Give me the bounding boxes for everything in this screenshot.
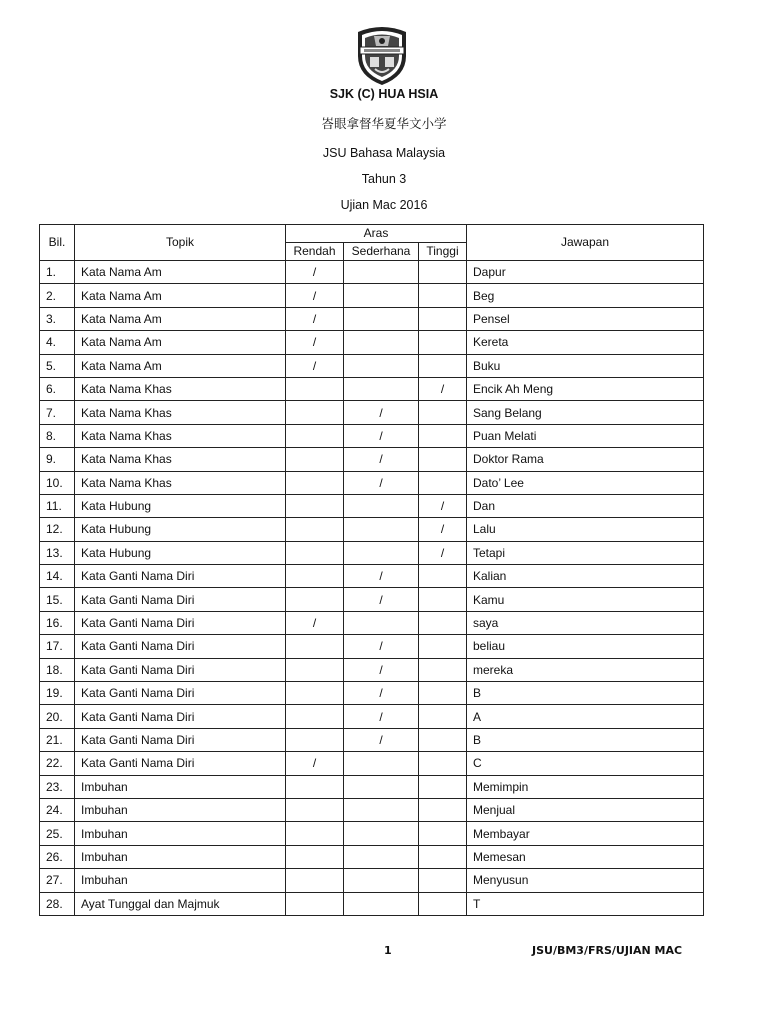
table-row <box>40 752 704 775</box>
cell-rendah <box>286 588 344 611</box>
cell-bil: 21. <box>40 728 75 751</box>
cell-bil: 23. <box>40 775 75 798</box>
cell-rendah: / <box>286 331 344 354</box>
cell-bil: 17. <box>40 635 75 658</box>
school-name: SJK (C) HUA HSIA <box>329 87 439 101</box>
cell-tinggi <box>419 892 467 915</box>
cell-jawapan: Beg <box>467 284 704 307</box>
cell-rendah <box>286 401 344 424</box>
table-row <box>40 775 704 798</box>
cell-bil: 13. <box>40 541 75 564</box>
cell-topik: Kata Nama Khas <box>75 471 286 494</box>
header-jawapan: Jawapan <box>467 225 704 261</box>
table-row <box>40 635 704 658</box>
cell-tinggi <box>419 658 467 681</box>
cell-tinggi <box>419 284 467 307</box>
cell-sederhana <box>344 869 419 892</box>
cell-rendah <box>286 471 344 494</box>
cell-jawapan: Kereta <box>467 331 704 354</box>
cell-topik: Imbuhan <box>75 798 286 821</box>
cell-rendah <box>286 682 344 705</box>
cell-topik: Kata Nama Am <box>75 307 286 330</box>
table-row <box>40 682 704 705</box>
cell-bil: 25. <box>40 822 75 845</box>
cell-jawapan: Lalu <box>467 518 704 541</box>
cell-jawapan: Dapur <box>467 261 704 284</box>
table-row <box>40 494 704 517</box>
cell-sederhana: / <box>344 635 419 658</box>
cell-tinggi <box>419 845 467 868</box>
cell-rendah <box>286 424 344 447</box>
cell-sederhana: / <box>344 682 419 705</box>
cell-bil: 9. <box>40 448 75 471</box>
cell-topik: Kata Nama Khas <box>75 424 286 447</box>
cell-topik: Kata Nama Am <box>75 354 286 377</box>
table-row <box>40 354 704 377</box>
cell-jawapan: mereka <box>467 658 704 681</box>
cell-jawapan: Memesan <box>467 845 704 868</box>
cell-topik: Kata Ganti Nama Diri <box>75 588 286 611</box>
cell-bil: 27. <box>40 869 75 892</box>
cell-topik: Kata Ganti Nama Diri <box>75 611 286 634</box>
cell-sederhana: / <box>344 728 419 751</box>
cell-topik: Kata Hubung <box>75 518 286 541</box>
table-row <box>40 307 704 330</box>
cell-tinggi <box>419 728 467 751</box>
cell-bil: 5. <box>40 354 75 377</box>
cell-jawapan: C <box>467 752 704 775</box>
cell-bil: 11. <box>40 494 75 517</box>
cell-tinggi <box>419 307 467 330</box>
cell-rendah: / <box>286 752 344 775</box>
cell-tinggi <box>419 869 467 892</box>
cell-tinggi: / <box>419 518 467 541</box>
cell-jawapan: T <box>467 892 704 915</box>
cell-tinggi <box>419 635 467 658</box>
cell-sederhana <box>344 752 419 775</box>
subject-title: JSU Bahasa Malaysia <box>322 146 446 160</box>
cell-rendah <box>286 565 344 588</box>
cell-rendah <box>286 822 344 845</box>
table-row <box>40 541 704 564</box>
cell-rendah <box>286 494 344 517</box>
cell-sederhana <box>344 845 419 868</box>
cell-jawapan: Menjual <box>467 798 704 821</box>
cell-sederhana <box>344 284 419 307</box>
table-row <box>40 705 704 728</box>
jsu-table <box>39 224 704 916</box>
cell-tinggi <box>419 401 467 424</box>
cell-sederhana: / <box>344 658 419 681</box>
cell-topik: Kata Nama Am <box>75 261 286 284</box>
cell-bil: 15. <box>40 588 75 611</box>
cell-tinggi <box>419 424 467 447</box>
cell-tinggi <box>419 565 467 588</box>
cell-sederhana: / <box>344 424 419 447</box>
cell-sederhana <box>344 377 419 400</box>
cell-rendah <box>286 869 344 892</box>
table-row <box>40 518 704 541</box>
table-row <box>40 261 704 284</box>
cell-tinggi: / <box>419 494 467 517</box>
cell-tinggi <box>419 822 467 845</box>
cell-topik: Kata Hubung <box>75 494 286 517</box>
header-bil: Bil. <box>40 225 75 261</box>
table-row <box>40 822 704 845</box>
cell-bil: 12. <box>40 518 75 541</box>
header-sederhana: Sederhana <box>344 243 419 261</box>
cell-jawapan: Buku <box>467 354 704 377</box>
cell-tinggi <box>419 354 467 377</box>
cell-bil: 2. <box>40 284 75 307</box>
table-row <box>40 869 704 892</box>
cell-sederhana: / <box>344 471 419 494</box>
cell-bil: 10. <box>40 471 75 494</box>
cell-tinggi <box>419 448 467 471</box>
cell-jawapan: beliau <box>467 635 704 658</box>
cell-topik: Ayat Tunggal dan Majmuk <box>75 892 286 915</box>
cell-rendah <box>286 892 344 915</box>
cell-sederhana: / <box>344 401 419 424</box>
cell-rendah: / <box>286 354 344 377</box>
cell-sederhana <box>344 354 419 377</box>
table-row <box>40 845 704 868</box>
cell-rendah <box>286 845 344 868</box>
cell-jawapan: Tetapi <box>467 541 704 564</box>
cell-bil: 19. <box>40 682 75 705</box>
header-tinggi: Tinggi <box>419 243 467 261</box>
cell-sederhana: / <box>344 588 419 611</box>
cell-bil: 24. <box>40 798 75 821</box>
cell-rendah <box>286 705 344 728</box>
cell-sederhana <box>344 892 419 915</box>
cell-bil: 18. <box>40 658 75 681</box>
cell-tinggi <box>419 705 467 728</box>
cell-jawapan: Doktor Rama <box>467 448 704 471</box>
cell-topik: Imbuhan <box>75 775 286 798</box>
table-row <box>40 892 704 915</box>
cell-sederhana: / <box>344 705 419 728</box>
cell-sederhana: / <box>344 448 419 471</box>
cell-jawapan: Dato’ Lee <box>467 471 704 494</box>
cell-bil: 14. <box>40 565 75 588</box>
cell-jawapan: Dan <box>467 494 704 517</box>
table-row <box>40 565 704 588</box>
header-aras: Aras <box>286 225 467 243</box>
table-row <box>40 611 704 634</box>
cell-jawapan: saya <box>467 611 704 634</box>
cell-topik: Kata Ganti Nama Diri <box>75 728 286 751</box>
cell-rendah <box>286 635 344 658</box>
cell-sederhana: / <box>344 565 419 588</box>
cell-tinggi <box>419 261 467 284</box>
cell-topik: Imbuhan <box>75 822 286 845</box>
cell-bil: 28. <box>40 892 75 915</box>
table-row <box>40 728 704 751</box>
table-row <box>40 448 704 471</box>
table-row <box>40 331 704 354</box>
cell-bil: 7. <box>40 401 75 424</box>
cell-topik: Kata Ganti Nama Diri <box>75 752 286 775</box>
cell-topik: Kata Nama Am <box>75 331 286 354</box>
cell-rendah: / <box>286 307 344 330</box>
table-row <box>40 798 704 821</box>
school-chinese-name: 峇眼拿督华夏华文小学 <box>321 116 447 131</box>
cell-bil: 26. <box>40 845 75 868</box>
cell-tinggi: / <box>419 541 467 564</box>
school-crest-icon <box>350 22 414 86</box>
cell-topik: Kata Ganti Nama Diri <box>75 635 286 658</box>
cell-tinggi <box>419 798 467 821</box>
cell-rendah <box>286 448 344 471</box>
cell-topik: Kata Ganti Nama Diri <box>75 658 286 681</box>
cell-sederhana <box>344 611 419 634</box>
cell-tinggi <box>419 588 467 611</box>
table-row <box>40 471 704 494</box>
cell-sederhana <box>344 775 419 798</box>
cell-jawapan: A <box>467 705 704 728</box>
cell-sederhana <box>344 518 419 541</box>
cell-topik: Kata Nama Khas <box>75 377 286 400</box>
cell-jawapan: B <box>467 682 704 705</box>
cell-rendah: / <box>286 261 344 284</box>
cell-topik: Kata Nama Khas <box>75 448 286 471</box>
cell-tinggi <box>419 775 467 798</box>
cell-rendah <box>286 798 344 821</box>
cell-topik: Kata Ganti Nama Diri <box>75 682 286 705</box>
cell-bil: 6. <box>40 377 75 400</box>
header-rendah: Rendah <box>286 243 344 261</box>
cell-topik: Kata Ganti Nama Diri <box>75 565 286 588</box>
cell-bil: 1. <box>40 261 75 284</box>
page-number: 1 <box>384 944 392 957</box>
cell-topik: Imbuhan <box>75 845 286 868</box>
cell-sederhana <box>344 331 419 354</box>
table-row <box>40 377 704 400</box>
cell-tinggi <box>419 611 467 634</box>
year-label: Tahun 3 <box>361 172 407 186</box>
cell-tinggi <box>419 752 467 775</box>
cell-tinggi <box>419 682 467 705</box>
cell-tinggi <box>419 331 467 354</box>
cell-rendah: / <box>286 611 344 634</box>
cell-jawapan: Encik Ah Meng <box>467 377 704 400</box>
cell-jawapan: Menyusun <box>467 869 704 892</box>
cell-topik: Imbuhan <box>75 869 286 892</box>
cell-jawapan: Membayar <box>467 822 704 845</box>
cell-sederhana <box>344 261 419 284</box>
document-code: JSU/BM3/FRS/UJIAN MAC <box>532 944 683 957</box>
cell-jawapan: Kamu <box>467 588 704 611</box>
cell-rendah: / <box>286 284 344 307</box>
cell-bil: 22. <box>40 752 75 775</box>
cell-jawapan: Pensel <box>467 307 704 330</box>
cell-bil: 3. <box>40 307 75 330</box>
cell-rendah <box>286 658 344 681</box>
table-row <box>40 401 704 424</box>
cell-jawapan: Puan Melati <box>467 424 704 447</box>
exam-label: Ujian Mac 2016 <box>340 198 428 212</box>
header-topik: Topik <box>75 225 286 261</box>
table-row <box>40 284 704 307</box>
cell-jawapan: B <box>467 728 704 751</box>
cell-topik: Kata Hubung <box>75 541 286 564</box>
table-row <box>40 424 704 447</box>
cell-jawapan: Memimpin <box>467 775 704 798</box>
cell-bil: 20. <box>40 705 75 728</box>
cell-sederhana <box>344 798 419 821</box>
cell-sederhana <box>344 822 419 845</box>
cell-bil: 8. <box>40 424 75 447</box>
cell-sederhana <box>344 541 419 564</box>
cell-rendah <box>286 728 344 751</box>
cell-rendah <box>286 541 344 564</box>
cell-topik: Kata Ganti Nama Diri <box>75 705 286 728</box>
cell-rendah <box>286 775 344 798</box>
cell-sederhana <box>344 307 419 330</box>
cell-bil: 16. <box>40 611 75 634</box>
cell-jawapan: Sang Belang <box>467 401 704 424</box>
table-row <box>40 658 704 681</box>
cell-tinggi: / <box>419 377 467 400</box>
table-row <box>40 588 704 611</box>
cell-topik: Kata Nama Am <box>75 284 286 307</box>
cell-tinggi <box>419 471 467 494</box>
cell-sederhana <box>344 494 419 517</box>
cell-rendah <box>286 377 344 400</box>
cell-topik: Kata Nama Khas <box>75 401 286 424</box>
cell-bil: 4. <box>40 331 75 354</box>
cell-rendah <box>286 518 344 541</box>
cell-jawapan: Kalian <box>467 565 704 588</box>
